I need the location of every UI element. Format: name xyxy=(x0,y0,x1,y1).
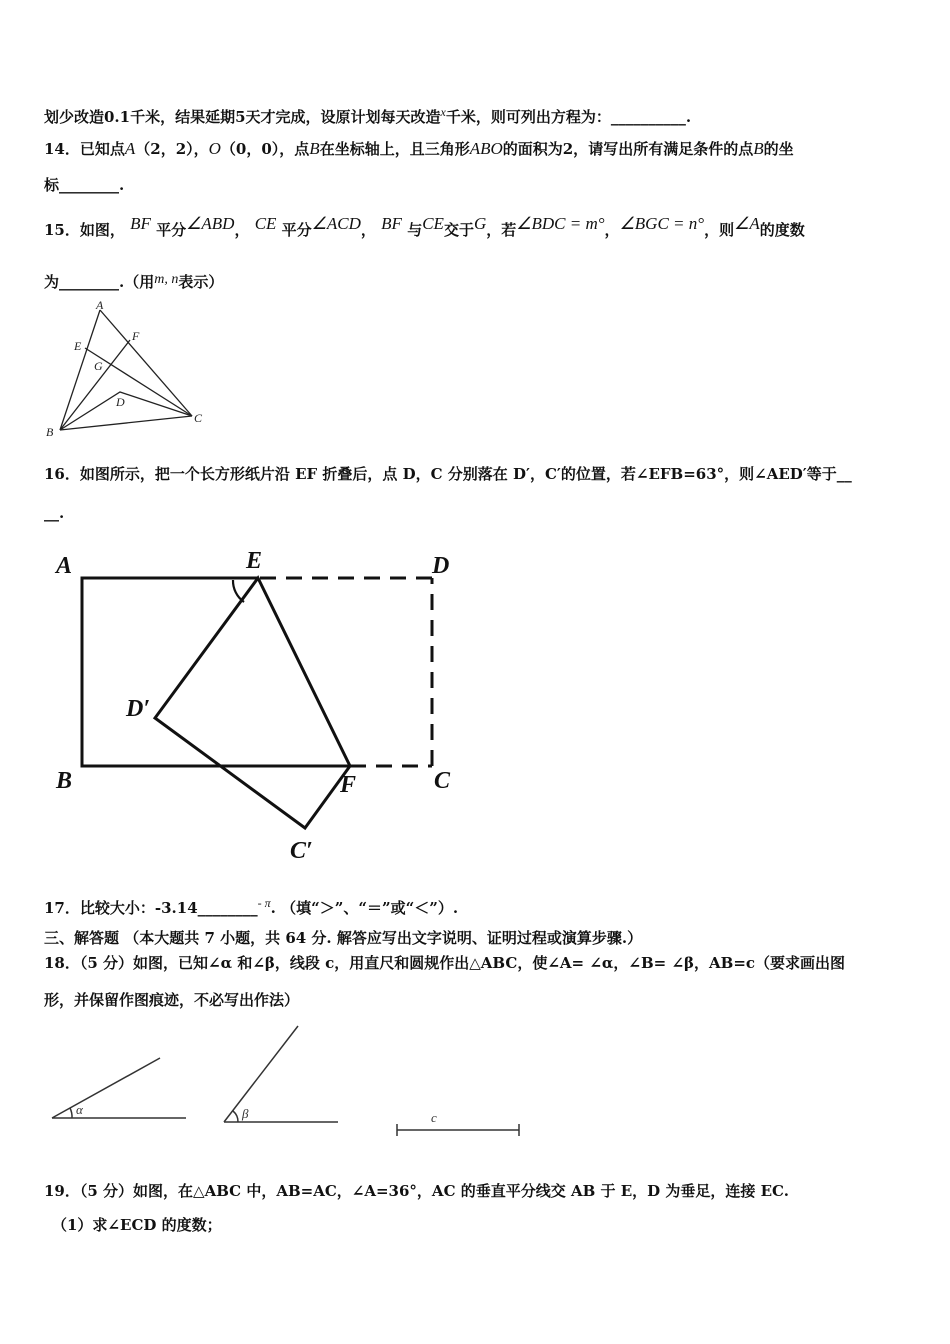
q15-triangle-figure xyxy=(40,298,220,443)
q15-line2: 为________.（用m, n表示） xyxy=(44,272,224,291)
q16-line2: __. xyxy=(44,504,65,522)
q16-line1: 16．如图所示，把一个长方形纸片沿 EF 折叠后，点 D，C 分别落在 D′，C′的位置，若∠EFB=63°，则∠AED′等于__ xyxy=(44,465,852,483)
q16-label-d: D xyxy=(432,553,450,579)
q18-angles-figure xyxy=(48,1020,528,1145)
q18-line1: 18．（5 分）如图，已知∠α 和∠β，线段 c，用直尺和圆规作出△ABC，使∠A= ∠α，∠B= ∠β，AB=c（要求画出图 xyxy=(44,954,846,972)
q18-label-beta: β xyxy=(242,1106,249,1121)
q16-label-a: A xyxy=(56,553,73,579)
q17-line: 17．比较大小：-3.14________$^{- \pi}$. （填“＞”、“＝”或“＜”）. xyxy=(44,896,459,917)
q15-label-d: D xyxy=(116,395,125,409)
q16-fold-figure xyxy=(40,540,470,870)
var-x: x xyxy=(440,105,446,119)
q15-label-b: B xyxy=(46,425,54,439)
q18-line2: 形，并保留作图痕迹，不必写出作法） xyxy=(44,991,300,1009)
q16-label-cprime: C′ xyxy=(290,838,313,864)
q15-label-f: F xyxy=(132,329,140,343)
q16-label-f: F xyxy=(340,772,357,798)
q16-label-c: C xyxy=(434,768,451,794)
q15-label-a: A xyxy=(96,298,104,312)
q14-line2: 标________. xyxy=(44,176,125,194)
q18-label-alpha: α xyxy=(76,1102,83,1117)
q19-line1: 19．（5 分）如图，在△ABC 中，AB=AC，∠A=36°，AC 的垂直平分线交 AB 于 E，D 为垂足，连接 EC. xyxy=(44,1182,789,1200)
q16-label-b: B xyxy=(56,768,73,794)
q15-label-e: E xyxy=(74,339,82,353)
q18-label-c: c xyxy=(431,1110,437,1125)
q15-label-g: G xyxy=(94,359,103,373)
q15-line1: 15．如图， BF 平分∠ABD， CE 平分∠ACD， BF 与CE交于G，若∠BDC = m°，∠BGC = n°，则∠A的度数 xyxy=(44,214,805,239)
q16-label-e: E xyxy=(246,548,263,574)
q14-line1: 14．已知点A（2，2），O（0，0），点B在坐标轴上，且三角形ABO的面积为2，请写出所有满足条件的点B的坐 xyxy=(44,139,794,158)
q19-sub1: （1）求∠ECD 的度数； xyxy=(52,1216,222,1234)
section3-heading: 三、解答题 （本大题共 7 小题，共 64 分. 解答应写出文字说明、证明过程或演算步骤.） xyxy=(44,929,643,947)
q13-line: 划少改造0.1千米，结果延期5天才完成，设原计划每天改造$^x$千米，则可列出方程为：__________. xyxy=(44,105,692,126)
q16-label-dprime: D′ xyxy=(126,696,151,722)
q15-label-c: C xyxy=(194,411,203,425)
